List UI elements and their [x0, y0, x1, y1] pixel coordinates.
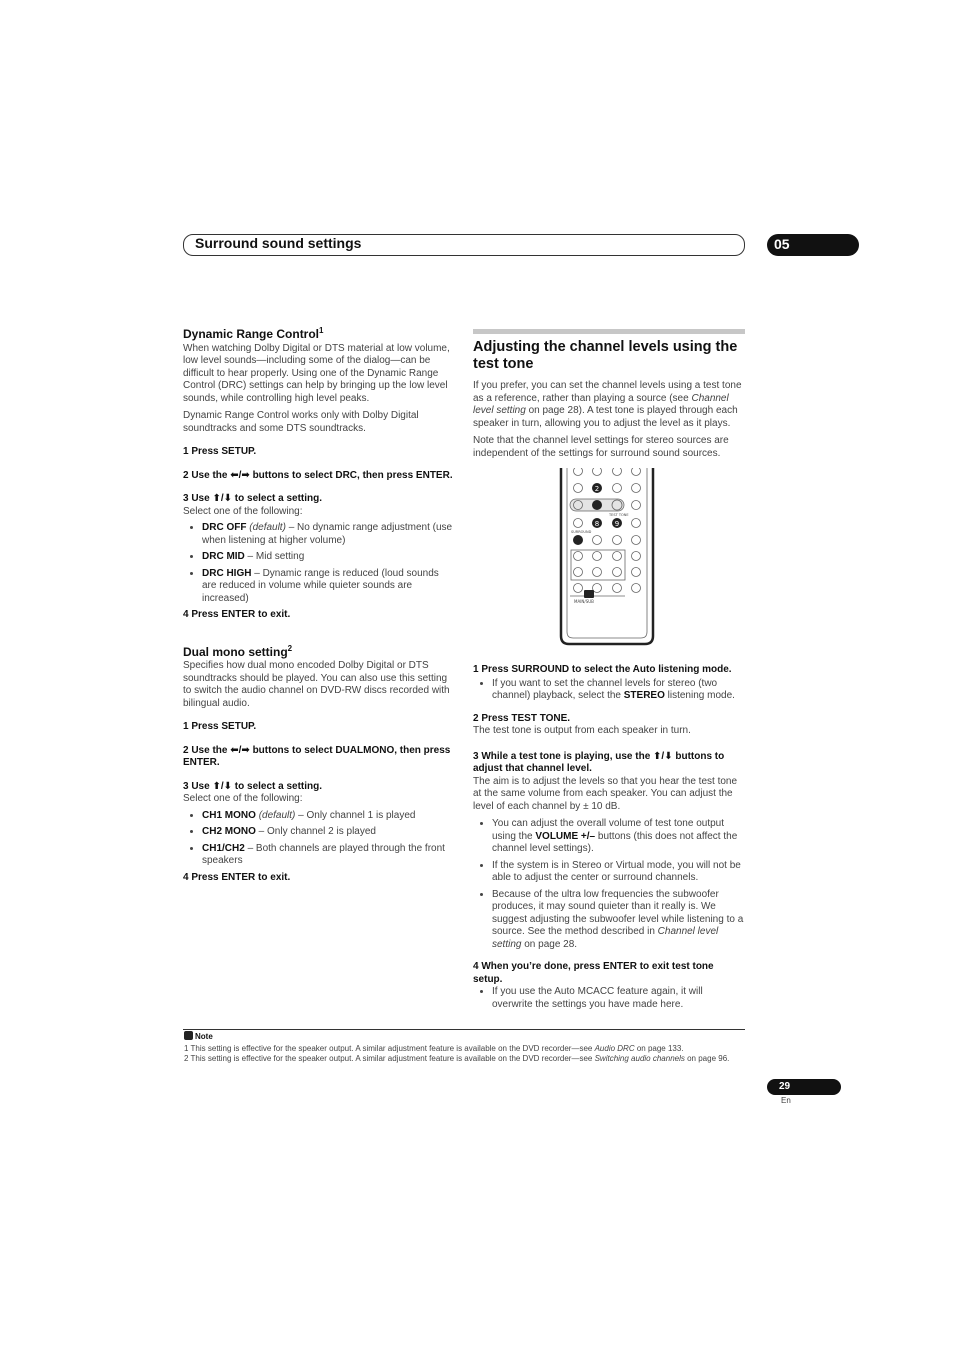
- drc-step-2: 2 Use the ⬅/➡ buttons to select DRC, then press ENTER.: [183, 469, 453, 481]
- button-5: [592, 500, 602, 510]
- dual-mono-heading: Dual mono setting$^2$: [183, 643, 293, 659]
- footnote-1: 1 This setting is effective for the speaker output. A similar adjustment feature is available on the DVD recorder—see Audio DRC on page 133.: [184, 1044, 684, 1053]
- page-number: 29: [779, 1081, 791, 1092]
- tone-step-3: 3 While a test tone is playing, use the ⬆/⬇ buttons to adjust that channel level.: [473, 750, 725, 774]
- button-8-label: 8: [594, 520, 600, 528]
- bullet-item: • If you use the Auto MCACC feature again, it will overwrite the settings you have made here.: [492, 986, 745, 1011]
- tone-step-2-text: The test tone is output from each speaker in turn.: [473, 725, 691, 736]
- up-down-arrows-icon: ⬆/⬇: [653, 750, 673, 762]
- note-icon: [184, 1031, 193, 1040]
- drc-options-list: [183, 522, 455, 605]
- drc-note: Dynamic Range Control works only with Dolby Digital soundtracks and some DTS soundtracks.: [183, 410, 419, 434]
- left-column: [183, 325, 455, 885]
- mono-step-2: 2 Use the ⬅/➡ buttons to select DUALMONO, then press ENTER.: [183, 744, 451, 768]
- bullet-item: • Because of the ultra low frequencies the subwoofer produces, it may sound quieter than it really is. We suggest adjusting the subwoofer level while listening to a source. See the method described in Channel level setting on page 28.: [492, 889, 745, 952]
- mono-options-list: [183, 810, 455, 868]
- footnote-2: 2 This setting is effective for the speaker output. A similar adjustment feature is available on the DVD recorder—see Switching audio channels on page 96.: [184, 1054, 730, 1063]
- up-down-arrows-icon: ⬆/⬇: [212, 493, 233, 504]
- logo-label: MAIN/SUB: [574, 599, 594, 604]
- mono-option: • CH1 MONO (default) – Only channel 1 is played: [202, 810, 455, 823]
- bullet-item: • If you want to set the channel levels for stereo (two channel) playback, select the STEREO listening mode.: [492, 678, 745, 703]
- left-right-arrows-icon: ⬅/➡: [230, 744, 250, 756]
- mono-option: • CH2 MONO – Only channel 2 is played: [202, 826, 455, 839]
- footnote-ref-1: 1: [319, 326, 324, 335]
- drc-step-3: 3 Use ⬆/⬇ to select a setting.: [183, 493, 323, 504]
- mono-step-4: 4 Press ENTER to exit.: [183, 871, 291, 883]
- drc-option: • DRC MID – Mid setting: [202, 551, 455, 564]
- tone-step-1: 1 Press SURROUND to select the Auto listening mode.: [473, 664, 732, 675]
- drc-option: • DRC HIGH – Dynamic range is reduced (loud sounds are reduced in volume while quieter sounds are increased): [202, 568, 455, 606]
- drc-step-1: 1 Press SETUP.: [183, 446, 257, 457]
- tone-step-3-bullets: [473, 818, 745, 951]
- remote-svg: [473, 468, 745, 658]
- mono-step-3: 3 Use ⬆/⬇ to select a setting.: [183, 780, 323, 792]
- test-tone-heading: Adjusting the channel levels using the test tone: [473, 339, 738, 372]
- mono-option: • CH1/CH2 – Both channels are played through the front speakers: [202, 843, 455, 868]
- button-9-label: 9: [614, 520, 620, 528]
- tone-step-4: 4 When you’re done, press ENTER to exit test tone setup.: [473, 961, 714, 985]
- mono-step-1: 1 Press SETUP.: [183, 721, 257, 732]
- drc-step-4: 4 Press ENTER to exit.: [183, 609, 291, 620]
- remote-control-illustration: [473, 468, 745, 658]
- button-2-label: 2: [594, 485, 600, 493]
- footnote-divider: [183, 1029, 745, 1030]
- up-down-arrows-icon: ⬆/⬇: [212, 780, 233, 792]
- tone-step-1-bullets: [473, 678, 745, 703]
- bullet-item: • If the system is in Stereo or Virtual mode, you will not be able to adjust the center or surround channels.: [492, 860, 745, 885]
- language-code: En: [781, 1096, 791, 1105]
- tone-step-4-bullets: [473, 986, 745, 1011]
- footnote-ref-2: 2: [287, 643, 293, 653]
- note-label: Note: [184, 1031, 213, 1041]
- chapter-badge: [767, 234, 859, 256]
- tone-step-3-text: The aim is to adjust the levels so that you hear the test tone at the same volume from each speaker. You can adjust the level of each channel by ± 10 dB.: [473, 775, 738, 812]
- tone-step-2: 2 Press TEST TONE.: [473, 712, 571, 724]
- test-tone-note: Note that the channel level settings for stereo sources are independent of the settings for surround sound sources.: [473, 435, 729, 459]
- dual-mono-intro: Specifies how dual mono encoded Dolby Digital or DTS soundtracks should be played. You can also use this setting to switch the audio channel on DVD-RW discs recorded with bilingual audio.: [183, 660, 450, 709]
- mono-select-text: Select one of the following:: [183, 793, 303, 804]
- chapter-number: 05: [774, 236, 790, 252]
- surround-label: SURROUND: [571, 530, 592, 534]
- right-column: [473, 329, 745, 1015]
- left-right-arrows-icon: ⬅/➡: [230, 469, 250, 481]
- section-rule: [473, 329, 745, 334]
- drc-heading: Dynamic Range Control$^1$: [183, 326, 324, 341]
- section-title: Surround sound settings: [195, 235, 362, 251]
- bullet-item: • You can adjust the overall volume of test tone output using the VOLUME +/– buttons (this does not affect the channel level settings).: [492, 818, 745, 856]
- test-tone-label: TEST TONE: [609, 513, 629, 517]
- test-tone-intro: If you prefer, you can set the channel levels using a test tone as a reference, rather than playing a source (see Channel level setting on page 28). A test tone is played through each speaker in turn, allowing you to adjust the level as it plays.: [473, 380, 742, 429]
- logo-icon: [584, 590, 594, 598]
- surround-button: [573, 535, 583, 545]
- drc-option: • DRC OFF (default) – No dynamic range adjustment (use when listening at higher volume): [202, 522, 455, 547]
- page-number-badge: [767, 1079, 841, 1095]
- drc-intro: When watching Dolby Digital or DTS material at low volume, low level sounds—including some of the dialog—can be difficult to hear properly. Using one of the Dynamic Range Control (DRC) settings can help by bringing up the low level sounds, while controlling high level peaks.: [183, 342, 450, 404]
- drc-select-text: Select one of the following:: [183, 505, 303, 517]
